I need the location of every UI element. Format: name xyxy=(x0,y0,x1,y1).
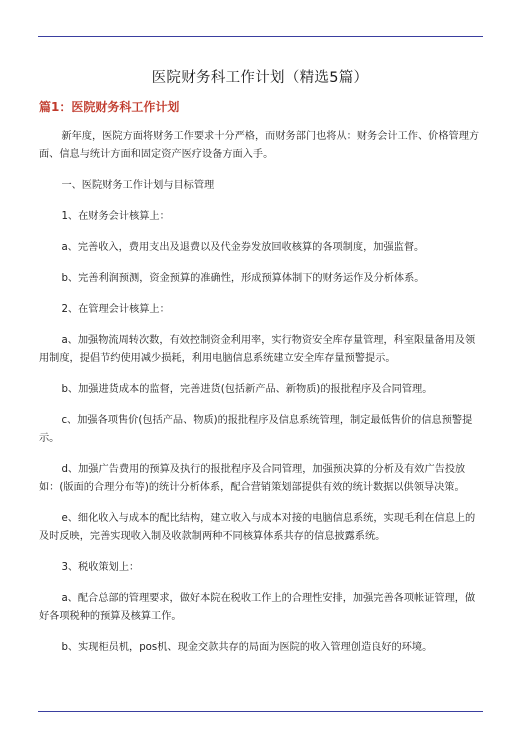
document-title: 医院财务科工作计划（精选5篇） xyxy=(151,70,369,86)
paragraph-2e: e、细化收入与成本的配比结构，建立收入与成本对接的电脑信息系统，实现毛利在信息上的及时反映，完善实现收入制及收款制两种不同核算体系共存的信息披露系统。 xyxy=(39,513,476,542)
bottom-divider xyxy=(38,711,483,712)
paragraph-subheading-3: 3、税收策划上： xyxy=(61,562,140,573)
paragraph-intro: 新年度，医院方面将财务工作要求十分严格，而财务部门也将从：财务会计工作、价格管理方面、信息与统计方面和固定资产医疗设备方面入手。 xyxy=(39,131,480,160)
paragraph-heading-1: 一、医院财务工作计划与目标管理 xyxy=(61,180,215,191)
paragraph-subheading-1: 1、在财务会计核算上： xyxy=(61,211,170,222)
section-heading: 篇1：医院财务科工作计划 xyxy=(39,100,180,114)
paragraph-3b: b、实现柜员机，pos机、现金交款共存的局面为医院的收入管理创造良好的环境。 xyxy=(61,642,433,653)
paragraph-subheading-2: 2、在管理会计核算上： xyxy=(61,304,170,315)
paragraph-1b: b、完善利润预测，资金预算的准确性，形成预算体制下的财务运作及分析体系。 xyxy=(61,273,425,284)
paragraph-2d: d、加强广告费用的预算及执行的报批程序及合同管理，加强预决算的分析及有效广告投放如：(版面的合理分布等)的统计分析体系，配合营销策划部提供有效的统计数据以供领导决策。 xyxy=(39,464,466,493)
top-divider xyxy=(38,36,483,37)
paragraph-2b: b、加强进货成本的监督，完善进货(包括新产品、新物质)的报批程序及合同管理。 xyxy=(61,384,433,395)
paragraph-1a: a、完善收入，费用支出及退费以及代金券发放回收核算的各项制度，加强监督。 xyxy=(61,242,425,253)
paragraph-2a: a、加强物流周转次数，有效控制资金利用率，实行物资安全库存量管理，科室限量备用及领用制度，提倡节约使用减少损耗，利用电脑信息系统建立安全库存量预警提示。 xyxy=(39,335,476,364)
paragraph-3a: a、配合总部的管理要求，做好本院在税收工作上的合理性安排，加强完善各项帐证管理，做好各项税种的预算及核算工作。 xyxy=(39,593,476,622)
paragraph-2c: c、加强各项售价(包括产品、物质)的报批程序及信息系统管理，制定最低售价的信息预警提示。 xyxy=(39,415,473,444)
document-body xyxy=(39,128,481,670)
